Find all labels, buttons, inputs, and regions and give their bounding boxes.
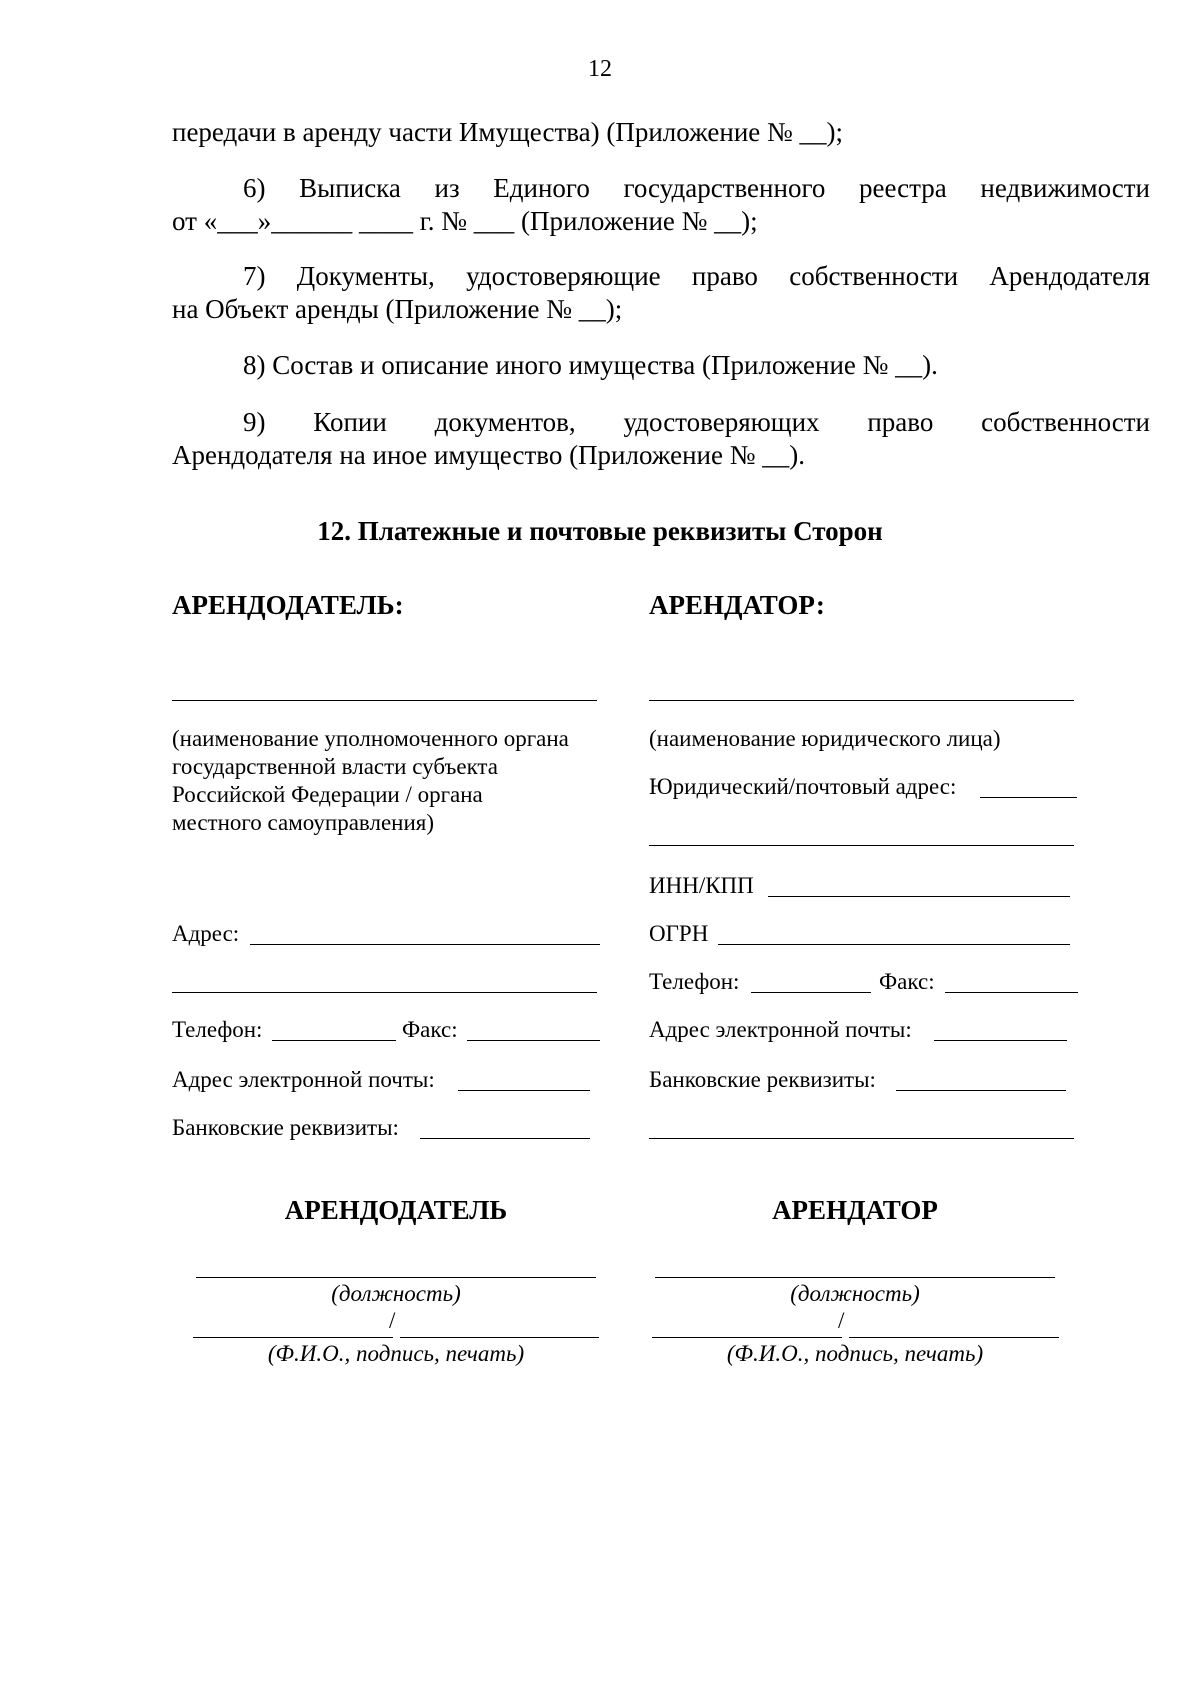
tenant-inn-field[interactable] [768,896,1070,897]
landlord-phone-label: Телефон: [172,1017,263,1042]
tenant-bank-label: Банковские реквизиты: [649,1067,876,1092]
tenant-fio-line-left[interactable] [652,1337,842,1338]
landlord-address-field[interactable] [250,944,600,945]
tenant-fio-line-right[interactable] [849,1337,1059,1338]
landlord-bank-label: Банковские реквизиты: [172,1115,399,1140]
paragraph-8: 8) Состав и описание иного имущества (Приложение № __). [243,350,938,380]
tenant-position-line[interactable] [655,1277,1055,1278]
tenant-email-field[interactable] [934,1040,1067,1041]
page-number: 12 [588,56,612,82]
landlord-fio-label: (Ф.И.О., подпись, печать) [267,1341,525,1366]
tenant-inn-label: ИНН/КПП [649,873,754,898]
tenant-address-field-2[interactable] [649,845,1074,846]
paragraph-continuation: передачи в аренду части Имущества) (Приложение № __); [172,117,844,147]
paragraph-7-line-2: на Объект аренды (Приложение № __); [172,294,623,324]
tenant-title: АРЕНДАТОР: [649,590,825,620]
tenant-slash: / [838,1308,845,1333]
tenant-ogrn-field[interactable] [718,944,1070,945]
tenant-phone-field[interactable] [751,992,871,993]
tenant-phone-label: Телефон: [649,969,740,994]
landlord-position-line[interactable] [196,1277,596,1278]
tenant-bank-field-2[interactable] [649,1138,1074,1139]
landlord-name-line[interactable] [172,700,597,701]
signature-tenant-title: АРЕНДАТОР [772,1195,938,1225]
paragraph-9-line-1: 9) Копии документов, удостоверяющих право собственности [243,407,1150,437]
landlord-fio-line-left[interactable] [193,1337,393,1338]
landlord-title: АРЕНДОДАТЕЛЬ: [172,590,404,620]
signature-landlord-title: АРЕНДОДАТЕЛЬ [284,1195,508,1225]
landlord-bank-field[interactable] [420,1138,590,1139]
tenant-bank-field[interactable] [896,1090,1066,1091]
landlord-fax-label: Факс: [402,1017,458,1042]
landlord-address-field-2[interactable] [172,992,597,993]
landlord-phone-field[interactable] [272,1040,396,1041]
paragraph-7-line-1: 7) Документы, удостоверяющие право собственности Арендодателя [243,261,1150,291]
landlord-slash: / [389,1308,396,1333]
tenant-fio-label: (Ф.И.О., подпись, печать) [726,1341,984,1366]
landlord-position-label: (должность) [331,1281,461,1306]
tenant-email-label: Адрес электронной почты: [649,1017,912,1042]
section-heading: 12. Платежные и почтовые реквизиты Сторон [317,516,883,546]
landlord-name-caption-4: местного самоуправления) [172,810,435,835]
landlord-fax-field[interactable] [467,1040,600,1041]
paragraph-6-line-1: 6) Выписка из Единого государственного реестра недвижимости [243,173,1150,203]
tenant-ogrn-label: ОГРН [649,921,709,946]
paragraph-9-line-2: Арендодателя на иное имущество (Приложение № __). [172,440,805,470]
landlord-name-caption-1: (наименование уполномоченного органа [172,726,569,751]
tenant-fax-label: Факс: [879,969,935,994]
tenant-address-label: Юридический/почтовый адрес: [649,774,957,799]
landlord-address-label: Адрес: [172,921,240,946]
tenant-name-caption: (наименование юридического лица) [649,726,1001,751]
tenant-address-field[interactable] [980,797,1077,798]
landlord-email-field[interactable] [458,1090,590,1091]
tenant-name-line[interactable] [649,700,1074,701]
tenant-fax-field[interactable] [945,992,1078,993]
landlord-name-caption-2: государственной власти субъекта [172,754,498,779]
landlord-email-label: Адрес электронной почты: [172,1067,435,1092]
landlord-name-caption-3: Российской Федерации / органа [172,782,483,807]
paragraph-6-line-2: от «___»______ ____ г. № ___ (Приложение № __); [172,206,758,236]
tenant-position-label: (должность) [790,1281,920,1306]
landlord-fio-line-right[interactable] [400,1337,599,1338]
